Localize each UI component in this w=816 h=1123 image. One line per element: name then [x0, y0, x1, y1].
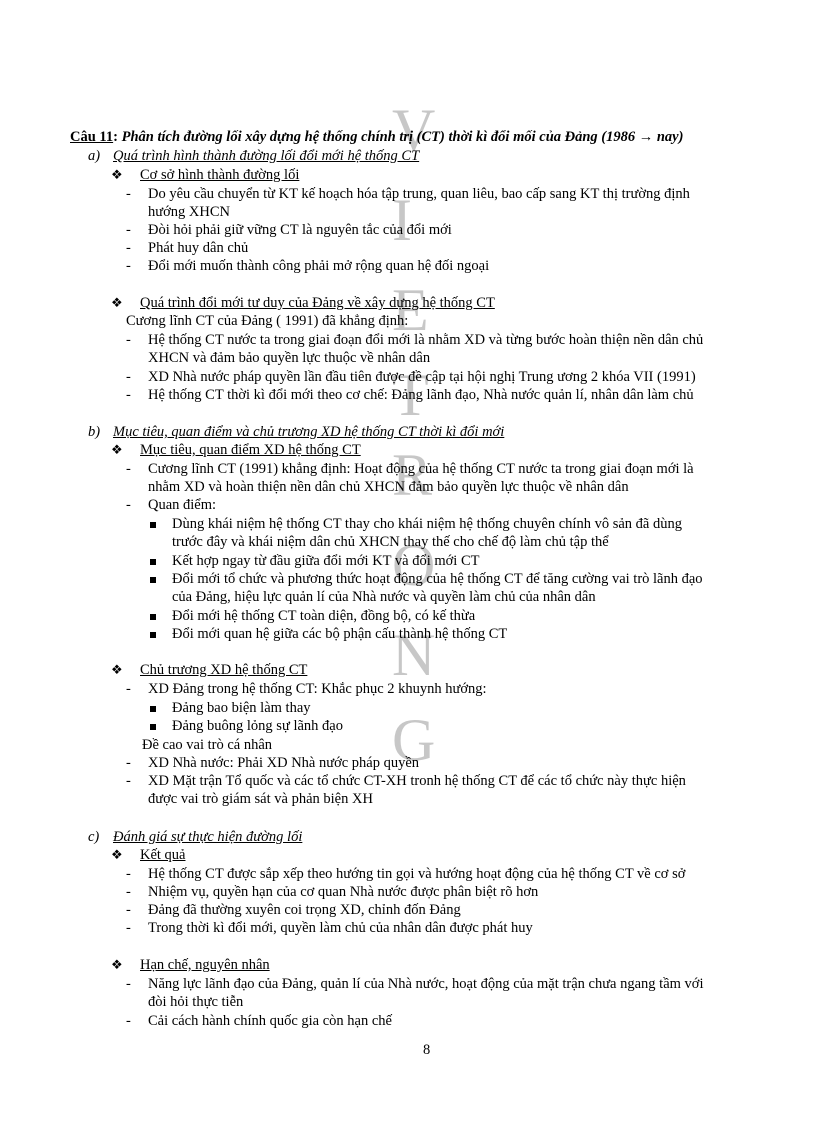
list-item: XD Nhà nước pháp quyền lần đầu tiên được đề cập tại hội nghị Trung ương 2 khóa VII (1991): [148, 369, 696, 385]
sub-point: Đảng buông lỏng sự lãnh đạo: [172, 718, 343, 734]
square-bullet-icon: [150, 632, 156, 638]
sub-point: Kết hợp ngay từ đầu giữa đổi mới KT và đổi mới CT: [172, 553, 480, 569]
list-item: Trong thời kì đổi mới, quyền làm chủ của nhân dân được phát huy: [148, 920, 533, 936]
list-item: Nhiệm vụ, quyền hạn của cơ quan Nhà nước được phân biệt rõ hơn: [148, 884, 539, 900]
dash-bullet: -: [126, 773, 131, 789]
diamond-bullet-icon: ❖: [111, 167, 123, 182]
section-a-sub2-heading: Quá trình đổi mới tư duy của Đảng về xây dựng hệ thống CT: [140, 295, 495, 311]
dash-bullet: -: [126, 1013, 131, 1029]
dash-bullet: -: [126, 240, 131, 256]
watermark-letter-g: G: [392, 707, 436, 773]
square-bullet-icon: [150, 577, 156, 583]
diamond-bullet-icon: ❖: [111, 847, 123, 862]
list-item: Năng lực lãnh đạo của Đảng, quản lí của Nhà nước, hoạt động của mặt trận chưa ngang tầm với: [148, 976, 704, 992]
sub-point: Dùng khái niệm hệ thống CT thay cho khái niệm hệ thống chuyên chính vô sản đã dùng: [172, 516, 682, 532]
dash-bullet: -: [126, 369, 131, 385]
section-c-sub1-heading: Kết quả: [140, 847, 186, 863]
list-item: Hệ thống CT thời kì đổi mới theo cơ chế: Đảng lãnh đạo, Nhà nước quản lí, nhân dân làm chủ: [148, 387, 694, 403]
square-bullet-icon: [150, 706, 156, 712]
list-item-cont: được vai trò giám sát và phản biện XH: [148, 791, 373, 807]
sub-point-cont: của Đảng, hiệu lực quản lí của Nhà nước và quyền làm chủ của nhân dân: [172, 589, 596, 605]
list-item: Hệ thống CT được sắp xếp theo hướng tin gọi và hướng hoạt động của hệ thống CT về cơ sở: [148, 866, 686, 882]
section-a-title: Quá trình hình thành đường lối đổi mới hệ thống CT: [113, 148, 420, 164]
section-c-label: c): [88, 829, 100, 845]
list-item: Cương lĩnh CT (1991) khẳng định: Hoạt động của hệ thống CT nước ta trong giai đoạn mới là: [148, 461, 694, 477]
list-item: Hệ thống CT nước ta trong giai đoạn đổi mới là nhằm XD và từng bước hoàn thiện nền dân chủ: [148, 332, 704, 348]
section-c-title: Đánh giá sự thực hiện đường lối: [113, 829, 303, 845]
square-bullet-icon: [150, 724, 156, 730]
list-item-cont: XHCN và đảm bảo quyền lực thuộc về nhân dân: [148, 350, 431, 366]
question-label: Câu 11: [70, 129, 114, 145]
diamond-bullet-icon: ❖: [111, 957, 123, 972]
section-c-sub2-heading: Hạn chế, nguyên nhân: [140, 957, 270, 973]
diamond-bullet-icon: ❖: [111, 442, 123, 457]
dash-bullet: -: [126, 902, 131, 918]
dash-bullet: -: [126, 186, 131, 202]
list-item-cont: nhằm XD và hoàn thiện nền dân chủ XHCN đảm bảo quyền lực thuộc về nhân dân: [148, 479, 629, 495]
list-item: Đảng đã thường xuyên coi trọng XD, chỉnh đốn Đảng: [148, 902, 461, 918]
list-item: Phát huy dân chủ: [148, 240, 249, 256]
list-item-cont: hướng XHCN: [148, 204, 230, 220]
dash-bullet: -: [126, 976, 131, 992]
square-bullet-icon: [150, 559, 156, 565]
title-colon: :: [113, 129, 118, 145]
square-bullet-icon: [150, 614, 156, 620]
section-a-label: a): [88, 148, 101, 164]
sub-point-cont: trước đây và khái niệm dân chủ XHCN thay thế cho chế độ làm chủ tập thể: [172, 534, 609, 550]
watermark-letter-e: E: [392, 277, 429, 343]
watermark-letter-r: R: [392, 442, 433, 508]
watermark-letter-v: V: [392, 97, 436, 163]
list-item: XD Đảng trong hệ thống CT: Khắc phục 2 khuynh hướng:: [148, 681, 487, 697]
section-a-sub2-intro: Cương lĩnh CT của Đảng ( 1991) đã khẳng định:: [126, 313, 409, 329]
diamond-bullet-icon: ❖: [111, 662, 123, 677]
list-item: Cải cách hành chính quốc gia còn hạn chế: [148, 1013, 392, 1029]
list-item-cont: Đề cao vai trò cá nhân: [142, 737, 273, 753]
watermark-letter-i: I: [392, 187, 412, 253]
dash-bullet: -: [126, 497, 131, 513]
dash-bullet: -: [126, 222, 131, 238]
page-title: [70, 129, 683, 146]
dash-bullet: -: [126, 387, 131, 403]
sub-point: Đảng bao biện làm thay: [172, 700, 311, 716]
page-number: 8: [423, 1042, 431, 1058]
list-item: Đòi hỏi phải giữ vững CT là nguyên tắc của đổi mới: [148, 222, 452, 238]
section-b-title: Mục tiêu, quan điểm và chủ trương XD hệ thống CT thời kì đổi mới: [113, 424, 505, 440]
watermark-letter-o: O: [392, 532, 436, 598]
dash-bullet: -: [126, 332, 131, 348]
list-item: XD Nhà nước: Phải XD Nhà nước pháp quyền: [148, 755, 420, 771]
sub-point: Đổi mới hệ thống CT toàn diện, đồng bộ, có kế thừa: [172, 608, 476, 624]
watermark-letter-n: N: [392, 622, 436, 688]
dash-bullet: -: [126, 866, 131, 882]
dash-bullet: -: [126, 461, 131, 477]
dash-bullet: -: [126, 681, 131, 697]
sub-point: Đổi mới quan hệ giữa các bộ phận cấu thành hệ thống CT: [172, 626, 508, 642]
dash-bullet: -: [126, 884, 131, 900]
list-item: XD Mặt trận Tổ quốc và các tổ chức CT-XH tronh hệ thống CT để các tổ chức này thực hiện: [148, 773, 686, 789]
list-item-cont: đòi hỏi thực tiễn: [148, 994, 244, 1010]
section-b-sub2-heading: Chủ trương XD hệ thống CT: [140, 662, 308, 678]
sub-point: Đổi mới tổ chức và phương thức hoạt động của hệ thống CT để tăng cường vai trò lãnh đạo: [172, 571, 703, 587]
dash-bullet: -: [126, 920, 131, 936]
dash-bullet: -: [126, 258, 131, 274]
section-b-label: b): [88, 424, 101, 440]
dash-bullet: -: [126, 755, 131, 771]
watermark-letter-t: T: [392, 362, 429, 428]
diamond-bullet-icon: ❖: [111, 295, 123, 310]
square-bullet-icon: [150, 522, 156, 528]
section-b-sub1-heading: Mục tiêu, quan điểm XD hệ thống CT: [140, 442, 361, 458]
section-a-sub1-heading: Cơ sở hình thành đường lối: [140, 167, 300, 183]
list-item: Quan điểm:: [148, 497, 217, 513]
list-item: Do yêu cầu chuyển từ KT kế hoạch hóa tập trung, quan liêu, bao cấp sang KT thị trường định: [148, 186, 690, 202]
question-text: Phân tích đường lối xây dựng hệ thống chính trị (CT) thời kì đổi mối của Đảng (1986 → nay): [117, 129, 684, 145]
list-item: Đổi mới muốn thành công phải mở rộng quan hệ đối ngoại: [148, 258, 490, 274]
